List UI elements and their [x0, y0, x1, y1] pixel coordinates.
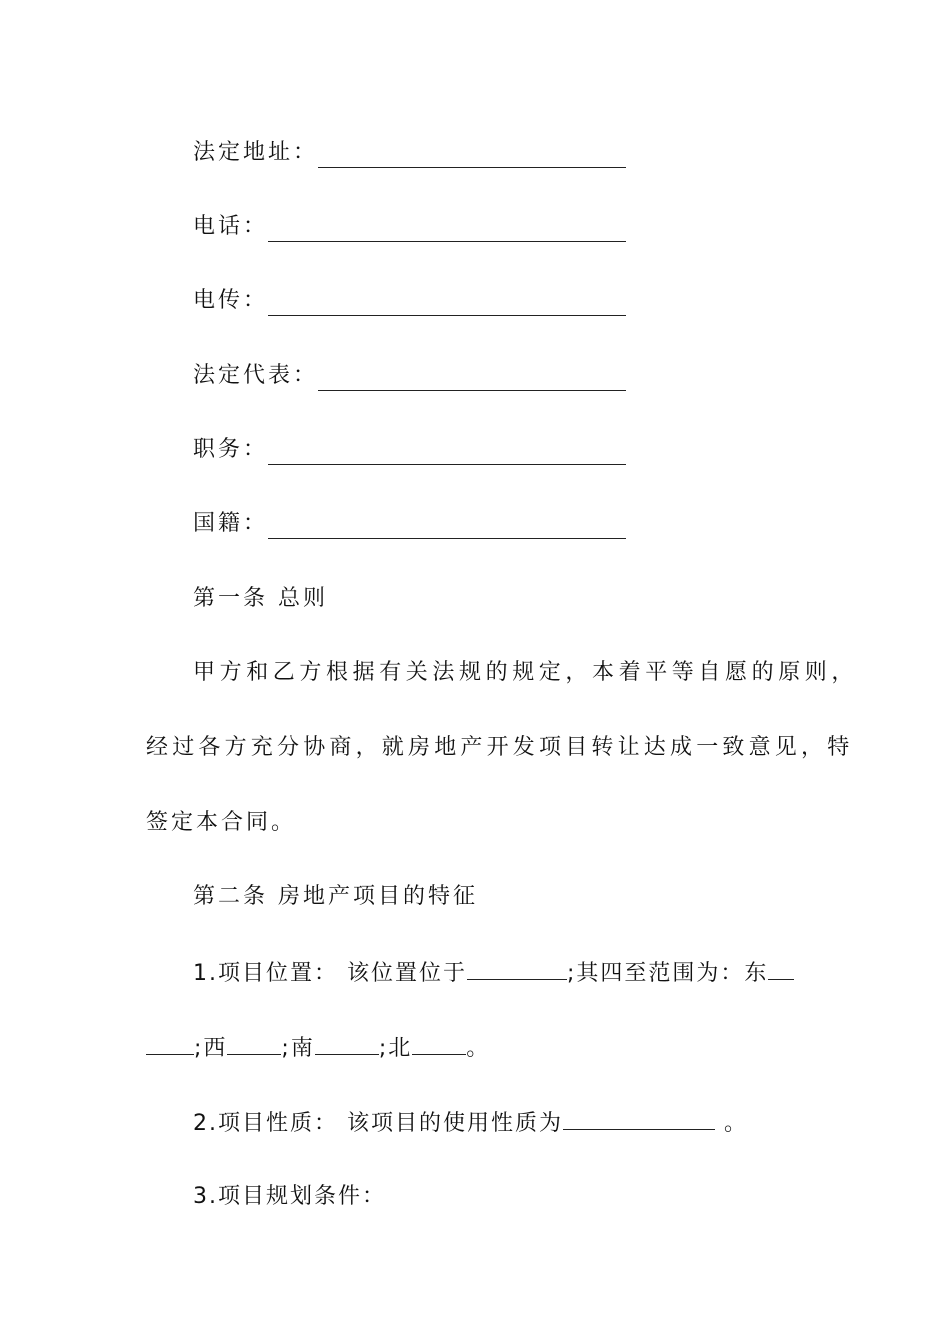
- item1-west-blank: [227, 1032, 281, 1055]
- item2-end: 。: [715, 1111, 748, 1136]
- position-row: [193, 435, 626, 465]
- nationality-blank: [268, 516, 626, 539]
- telephone-row: [193, 212, 626, 242]
- item1-location-blank: [467, 957, 567, 980]
- fax-label: 电传：: [193, 288, 269, 313]
- item2-prefix: 2.项目性质： 该项目的使用性质为: [193, 1111, 563, 1136]
- item3-line: 3.项目规划条件：: [193, 1184, 386, 1209]
- article2-title: 第二条 房地产项目的特征: [193, 884, 478, 909]
- position-blank: [268, 442, 626, 465]
- nationality-row: [193, 509, 626, 539]
- item2-line: [193, 1107, 748, 1139]
- telephone-blank: [268, 219, 626, 242]
- item1-prefix: 1.项目位置： 该位置位于: [193, 961, 467, 986]
- item1-east-blank-end: [146, 1032, 194, 1055]
- legal-address-row: [193, 138, 626, 168]
- item2-nature-blank: [563, 1107, 715, 1130]
- telephone-label: 电话：: [193, 214, 269, 239]
- article1-paragraph-line1: 甲方和乙方根据有关法规的规定，本着平等自愿的原则，: [193, 660, 859, 685]
- fax-row: [193, 286, 626, 316]
- legal-address-blank: [318, 145, 626, 168]
- item1-south-blank: [315, 1032, 379, 1055]
- item1-north-blank: [412, 1032, 466, 1055]
- nationality-label: 国籍：: [193, 511, 269, 536]
- item1-south-label: ;南: [281, 1036, 315, 1061]
- legal-address-label: 法定地址：: [193, 140, 319, 165]
- article1-title: 第一条 总则: [193, 586, 328, 611]
- item1-mid: ;其四至范围为：东: [566, 961, 769, 986]
- item1-east-blank-start: [768, 957, 794, 980]
- position-label: 职务：: [193, 437, 269, 462]
- item1-line1: [193, 957, 794, 989]
- item1-west-label: ;西: [194, 1036, 228, 1061]
- item1-end-punct: 。: [466, 1036, 491, 1061]
- article1-paragraph-line2: 经过各方充分协商，就房地产开发项目转让达成一致意见，特: [146, 735, 854, 760]
- legal-representative-label: 法定代表：: [193, 363, 319, 388]
- item1-north-label: ;北: [378, 1036, 413, 1061]
- legal-representative-blank: [318, 368, 626, 391]
- item1-line2: [146, 1032, 490, 1064]
- article1-paragraph-line3: 签定本合同。: [146, 810, 297, 835]
- fax-blank: [268, 293, 626, 316]
- legal-representative-row: [193, 361, 626, 391]
